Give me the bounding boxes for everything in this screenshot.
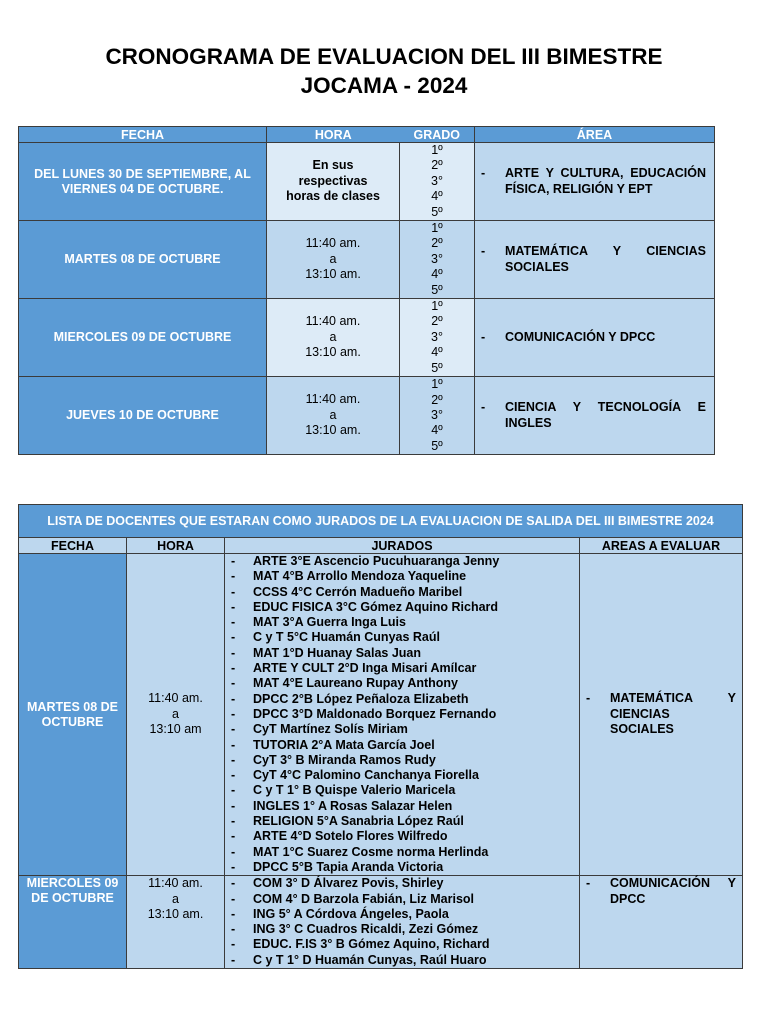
schedule-fecha: MIERCOLES 09 DE OCTUBRE [19,299,267,377]
hora-line: 11:40 am. [148,876,203,891]
jurados-fecha: MIERCOLES 09 DE OCTUBRE [19,876,127,969]
hora-line: a [329,251,337,266]
jurados-hora [127,554,225,876]
jurado-name: TUTORIA 2°A Mata García Joel [253,737,435,752]
schedule-area [475,377,715,455]
jurado-item [231,799,575,814]
schedule-fecha: DEL LUNES 30 DE SEPTIEMBRE, AL VIERNES 04 DE OCTUBRE. [19,143,267,221]
hora-line: 13:10 am. [305,423,361,438]
jurados-hora [127,876,225,969]
jurado-item [231,892,575,907]
grado-item: 4º [431,423,443,438]
schedule-hora [267,299,400,377]
jurado-name: DPCC 2°B López Peñaloza Elizabeth [253,691,469,706]
area-text: CIENCIA Y TECNOLOGÍA E INGLES [505,400,706,430]
schedule-fecha: JUEVES 10 DE OCTUBRE [19,377,267,455]
grado-item: 3° [431,173,443,188]
jurado-item [231,860,575,875]
jurados-areas [580,554,743,876]
bullet-dash: - [231,768,236,783]
schedule-body [19,143,715,455]
jurado-item [231,569,575,584]
hora-line: 13:10 am. [147,907,204,922]
area-text: ARTE Y CULTURA, EDUCACIÓN FÍSICA, RELIGIÓN Y EPT [505,166,706,196]
bullet-dash: - [231,584,236,599]
schedule-area [475,299,715,377]
hora-line: a [329,407,337,422]
jurado-item [231,753,575,768]
grado-item: 5º [431,282,443,297]
grado-item: 5º [431,360,443,375]
jurado-name: MAT 1°D Huanay Salas Juan [253,645,422,660]
schedule-row [19,377,715,455]
schedule-row [19,143,715,221]
grado-item: 1º [431,221,443,236]
grado-item: 1º [431,299,443,314]
hora-line: a [172,891,179,906]
schedule-grados [400,143,475,221]
jurado-item [231,600,575,615]
jurados-group [19,554,743,876]
jurado-item [231,585,575,600]
jurado-item [231,876,575,891]
grado-item: 2º [431,314,443,329]
jurado-item [231,783,575,798]
jurado-item [231,630,575,645]
bullet-dash: - [231,906,236,921]
bullet-dash: - [231,876,236,891]
schedule-grados [400,221,475,299]
jurado-item [231,814,575,829]
jurados-fecha: MARTES 08 DE OCTUBRE [19,554,127,876]
bullet-dash: - [481,166,486,181]
col-area: ÁREA [475,127,715,143]
hora-line: a [172,706,179,721]
jurado-name: COM 4° D Barzola Fabián, Liz Marisol [253,891,475,906]
bullet-dash: - [231,722,236,737]
jurados-list [225,876,580,969]
schedule-hora [267,143,400,221]
col-hora: HORA [127,538,225,554]
grado-item: 4º [431,345,443,360]
bullet-dash: - [231,829,236,844]
jurado-item [231,646,575,661]
schedule-hora [267,221,400,299]
hora-line: horas de clases [286,189,380,204]
col-areas: AREAS A EVALUAR [580,538,743,554]
col-jurados: JURADOS [225,538,580,554]
grado-item: 3° [431,329,443,344]
grado-item: 5º [431,438,443,453]
hora-line: 11:40 am. [148,691,203,706]
bullet-dash: - [231,937,236,952]
bullet-dash: - [231,783,236,798]
bullet-dash: - [481,244,486,259]
col-fecha: FECHA [19,538,127,554]
jurado-name: COM 3° D Álvarez Povis, Shirley [253,876,444,891]
jurado-name: CyT 3° B Miranda Ramos Rudy [253,752,436,767]
schedule-hora [267,377,400,455]
bullet-dash: - [231,691,236,706]
grado-item: 2º [431,236,443,251]
hora-line: respectivas [298,173,368,188]
jurado-name: ARTE 3°E Ascencio Pucuhuaranga Jenny [253,554,500,568]
bullet-dash: - [231,798,236,813]
jurado-name: ARTE 4°D Sotelo Flores Wilfredo [253,829,448,844]
jurado-name: ING 5° A Córdova Ángeles, Paola [253,906,449,921]
bullet-dash: - [231,706,236,721]
grado-item: 5º [431,204,443,219]
jurado-item [231,554,575,569]
schedule-area [475,143,715,221]
bullet-dash: - [231,615,236,630]
jurado-name: ARTE Y CULT 2°D Inga Misari Amílcar [253,661,477,676]
jurado-item [231,615,575,630]
hora-line: 11:40 am. [305,236,361,251]
area-text: COMUNICACIÓN Y DPCC [610,876,737,906]
hora-line: En sus [312,158,354,173]
bullet-dash: - [231,891,236,906]
jurados-table [18,504,743,969]
jurado-item [231,829,575,844]
bullet-dash: - [231,554,236,568]
bullet-dash: - [231,737,236,752]
jurado-name: MAT 1°C Suarez Cosme norma Herlinda [253,844,489,859]
schedule-table [18,126,715,455]
jurado-name: C y T 1° D Huamán Cunyas, Raúl Huaro [253,952,487,967]
hora-line: 11:40 am. [305,392,361,407]
jurado-item [231,676,575,691]
jurados-group [19,876,743,969]
jurado-name: EDUC. F.IS 3° B Gómez Aquino, Richard [253,937,490,952]
jurado-name: DPCC 5°B Tapia Aranda Victoria [253,859,444,874]
bullet-dash: - [231,645,236,660]
bullet-dash: - [231,859,236,874]
schedule-grados [400,377,475,455]
jurado-item [231,907,575,922]
grado-item: 1º [431,377,443,392]
jurados-body [19,554,743,969]
bullet-dash: - [481,400,486,415]
bullet-dash: - [586,691,591,706]
bullet-dash: - [231,844,236,859]
area-text: MATEMÁTICA Y CIENCIAS SOCIALES [505,244,706,274]
grado-item: 3° [431,407,443,422]
jurado-name: DPCC 3°D Maldonado Borquez Fernando [253,706,497,721]
hora-line: 11:40 am. [305,314,361,329]
bullet-dash: - [231,599,236,614]
hora-line: a [329,329,337,344]
jurado-item [231,692,575,707]
schedule-fecha: MARTES 08 DE OCTUBRE [19,221,267,299]
jurado-item [231,661,575,676]
bullet-dash: - [481,329,486,344]
hora-line: 13:10 am [149,722,202,737]
jurado-name: C y T 1° B Quispe Valerio Maricela [253,783,456,798]
jurado-item [231,845,575,860]
jurados-list [225,554,580,876]
jurado-name: ING 3° C Cuadros Ricaldi, Zezi Gómez [253,922,479,937]
jurado-item [231,922,575,937]
area-text: COMUNICACIÓN Y DPCC [505,329,656,344]
schedule-row [19,299,715,377]
schedule-grados [400,299,475,377]
jurado-name: CyT Martínez Solís Miriam [253,722,408,737]
hora-line: 13:10 am. [305,345,361,360]
area-text: MATEMÁTICA Y CIENCIAS SOCIALES [610,691,737,737]
col-grado: GRADO [400,127,475,143]
jurado-name: EDUC FISICA 3°C Gómez Aquino Richard [253,599,499,614]
jurado-name: MAT 4°B Arrollo Mendoza Yaqueline [253,569,467,584]
grado-item: 2º [431,158,443,173]
jurado-item [231,707,575,722]
bullet-dash: - [231,952,236,967]
grado-item: 1º [431,143,443,157]
grado-item: 3° [431,251,443,266]
bullet-dash: - [586,876,591,891]
jurado-name: RELIGION 5°A Sanabria López Raúl [253,814,464,829]
bullet-dash: - [231,569,236,584]
jurado-name: INGLES 1° A Rosas Salazar Helen [253,798,453,813]
jurado-name: MAT 3°A Guerra Inga Luis [253,615,406,630]
jurado-item [231,738,575,753]
hora-line: 13:10 am. [305,267,361,282]
title-line-1: CRONOGRAMA DE EVALUACION DEL III BIMESTRE [105,44,663,69]
jurado-name: C y T 5°C Huamán Cunyas Raúl [253,630,440,645]
jurado-item [231,722,575,737]
document-title [0,42,768,100]
jurado-name: CCSS 4°C Cerrón Madueño Maribel [253,584,463,599]
col-fecha: FECHA [19,127,267,143]
grado-item: 2º [431,392,443,407]
schedule-area [475,221,715,299]
jurado-item [231,937,575,952]
jurado-item [231,953,575,968]
bullet-dash: - [231,752,236,767]
bullet-dash: - [231,661,236,676]
col-hora: HORA [267,127,400,143]
jurado-item [231,768,575,783]
bullet-dash: - [231,814,236,829]
jurados-areas [580,876,743,969]
bullet-dash: - [231,630,236,645]
bullet-dash: - [231,676,236,691]
schedule-row [19,221,715,299]
jurados-banner: LISTA DE DOCENTES QUE ESTARAN COMO JURADOS DE LA EVALUACION DE SALIDA DEL III BIMESTRE 2024 [19,505,743,538]
jurado-name: CyT 4°C Palomino Canchanya Fiorella [253,768,479,783]
title-line-2: JOCAMA - 2024 [300,73,468,98]
grado-item: 4º [431,267,443,282]
grado-item: 4º [431,189,443,204]
bullet-dash: - [231,922,236,937]
jurado-name: MAT 4°E Laureano Rupay Anthony [253,676,459,691]
